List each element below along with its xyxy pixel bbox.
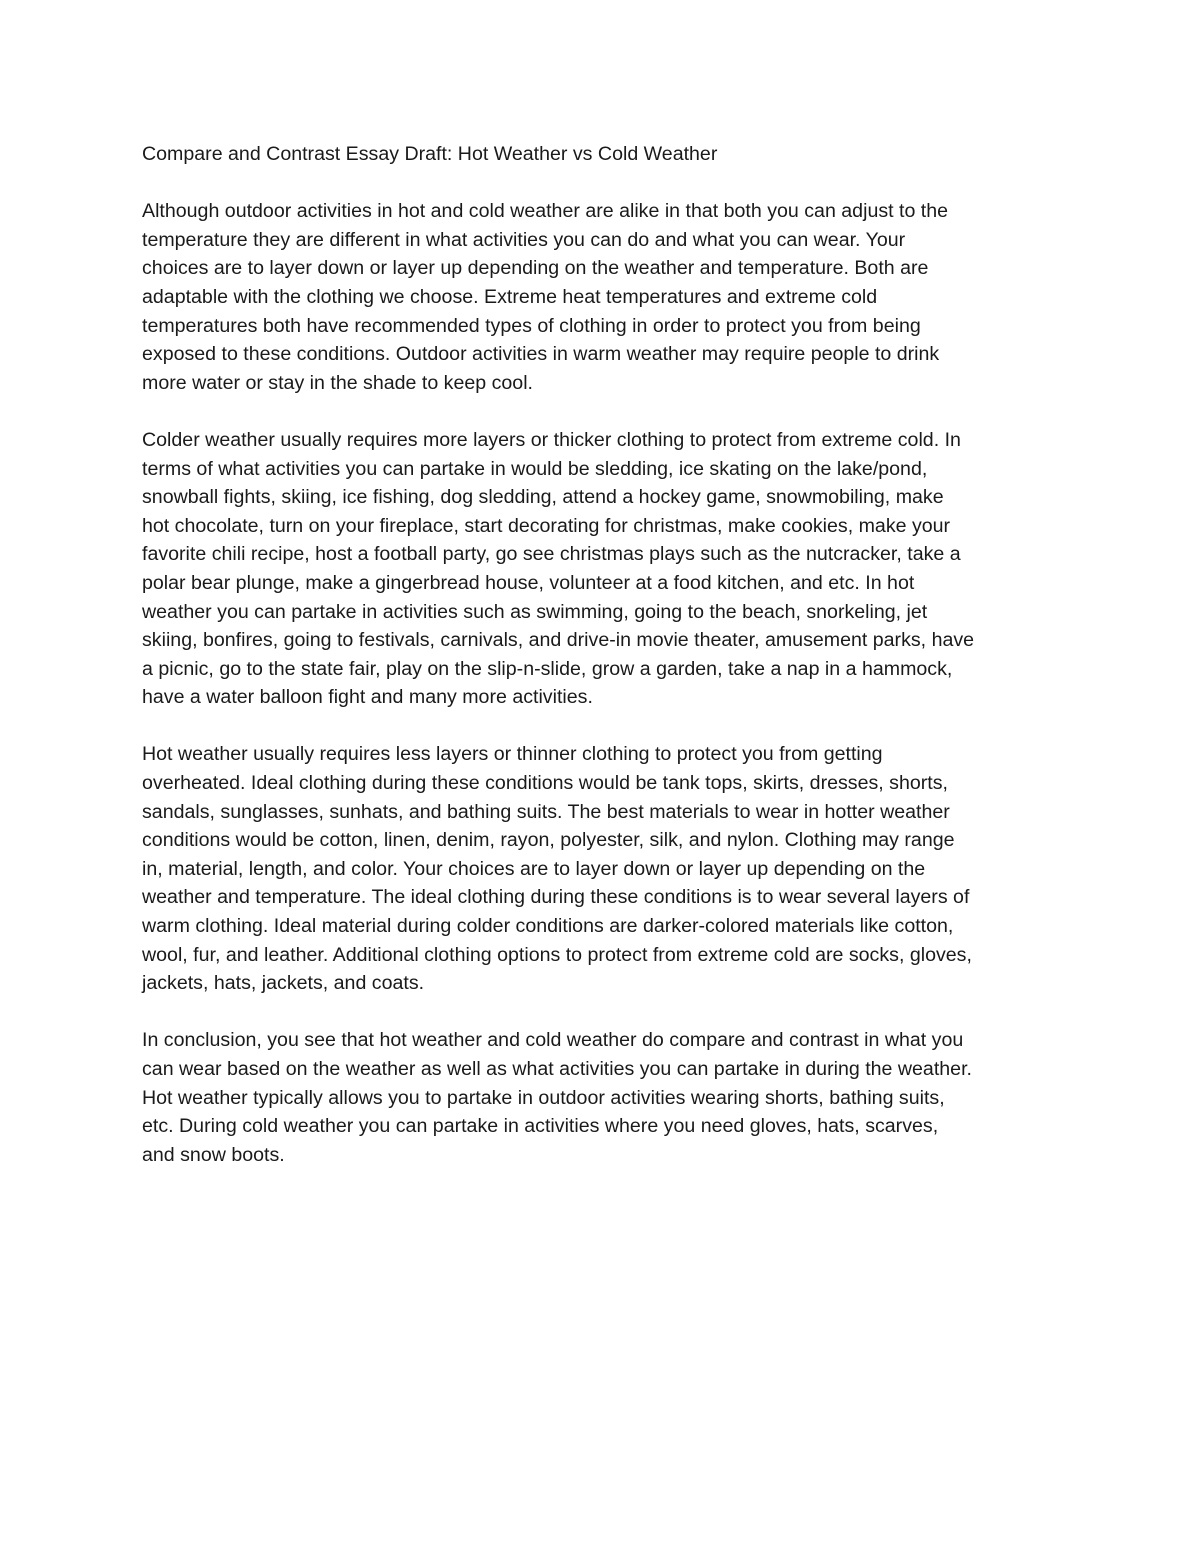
paragraph-line: Colder weather usually requires more layers or thicker clothing to protect from extreme cold. In xyxy=(142,428,961,451)
paragraph-hot-weather xyxy=(142,740,1060,997)
paragraph-cold-weather xyxy=(142,426,1060,712)
paragraph-line: polar bear plunge, make a gingerbread house, volunteer at a food kitchen, and etc. In hot xyxy=(142,571,915,594)
paragraph-line: conditions would be cotton, linen, denim, rayon, polyester, silk, and nylon. Clothing may range xyxy=(142,829,955,852)
paragraph-line: favorite chili recipe, host a football party, go see christmas plays such as the nutcracker, take a xyxy=(142,543,961,566)
paragraph-conclusion xyxy=(142,1026,1060,1169)
paragraph-line: wool, fur, and leather. Additional clothing options to protect from extreme cold are socks, gloves, xyxy=(142,943,972,966)
paragraph-line: sandals, sunglasses, sunhats, and bathing suits. The best materials to wear in hotter weather xyxy=(142,800,950,823)
paragraph-line: a picnic, go to the state fair, play on the slip-n-slide, grow a garden, take a nap in a hammock, xyxy=(142,657,953,680)
paragraph-line: hot chocolate, turn on your fireplace, start decorating for christmas, make cookies, make your xyxy=(142,514,951,537)
paragraph-line: In conclusion, you see that hot weather and cold weather do compare and contrast in what you xyxy=(142,1029,964,1052)
paragraph-line: terms of what activities you can partake in would be sledding, ice skating on the lake/pond, xyxy=(142,457,928,480)
paragraph-line: exposed to these conditions. Outdoor activities in warm weather may require people to drink xyxy=(142,343,940,366)
paragraph-line: weather and temperature. The ideal clothing during these conditions is to wear several layers of xyxy=(142,886,970,909)
paragraph-intro xyxy=(142,197,1060,397)
paragraph-line: weather you can partake in activities such as swimming, going to the beach, snorkeling, jet xyxy=(142,600,928,623)
paragraph-line: have a water balloon fight and many more activities. xyxy=(142,686,593,709)
paragraph-line: and snow boots. xyxy=(142,1143,285,1166)
document-body xyxy=(142,140,1060,1198)
paragraph-line: temperature they are different in what activities you can do and what you can wear. Your xyxy=(142,228,906,251)
paragraph-line: Hot weather usually requires less layers or thinner clothing to protect you from getting xyxy=(142,743,883,766)
essay-title: Compare and Contrast Essay Draft: Hot Weather vs Cold Weather xyxy=(142,143,718,165)
paragraph-line: jackets, hats, jackets, and coats. xyxy=(142,972,425,995)
paragraph-line: snowball fights, skiing, ice fishing, dog sledding, attend a hockey game, snowmobiling, make xyxy=(142,486,944,509)
paragraph-line: more water or stay in the shade to keep cool. xyxy=(142,371,533,394)
paragraph-line: temperatures both have recommended types of clothing in order to protect you from being xyxy=(142,314,921,337)
paragraph-line: Although outdoor activities in hot and cold weather are alike in that both you can adjust to the xyxy=(142,200,949,223)
paragraph-line: skiing, bonfires, going to festivals, carnivals, and drive-in movie theater, amusement parks, have xyxy=(142,629,975,652)
paragraph-line: choices are to layer down or layer up depending on the weather and temperature. Both are xyxy=(142,257,929,280)
paragraph-line: can wear based on the weather as well as what activities you can partake in during the weather. xyxy=(142,1058,972,1080)
paragraph-line: overheated. Ideal clothing during these conditions would be tank tops, skirts, dresses, shorts, xyxy=(142,772,948,795)
paragraph-line: warm clothing. Ideal material during colder conditions are darker-colored materials like cotton, xyxy=(142,915,954,938)
paragraph-line: in, material, length, and color. Your choices are to layer down or layer up depending on the xyxy=(142,857,926,880)
paragraph-line: adaptable with the clothing we choose. Extreme heat temperatures and extreme cold xyxy=(142,285,878,308)
paragraph-line: Hot weather typically allows you to partake in outdoor activities wearing shorts, bathing suits, xyxy=(142,1086,945,1109)
paragraph-line: etc. During cold weather you can partake in activities where you need gloves, hats, scarves, xyxy=(142,1115,939,1138)
